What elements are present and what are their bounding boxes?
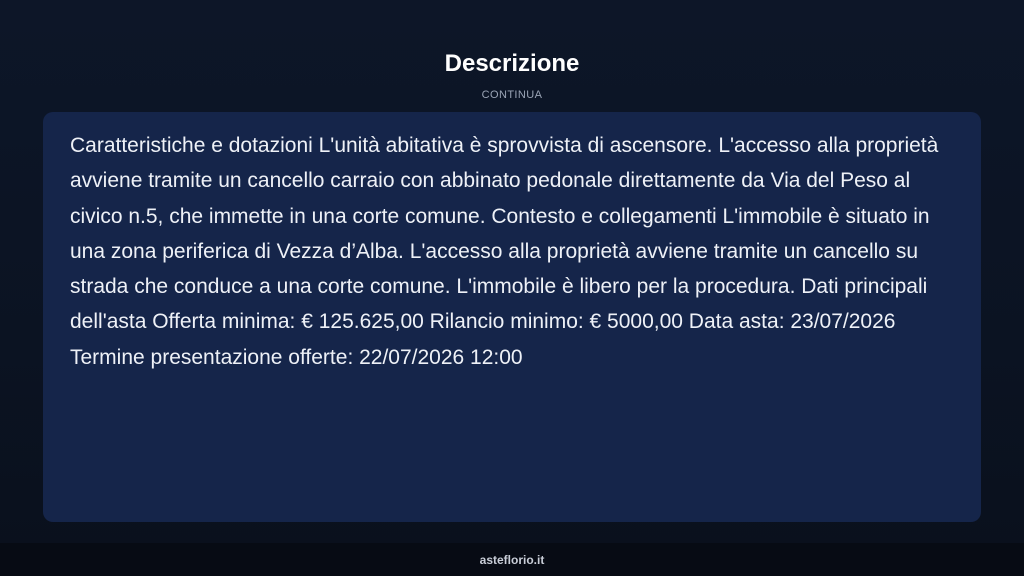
page-title: Descrizione	[444, 50, 580, 77]
footer-bar	[0, 543, 1024, 576]
continue-label: CONTINUA	[481, 89, 543, 101]
site-name: asteflorio.it	[479, 552, 545, 567]
description-card	[43, 112, 981, 522]
description-text: Caratteristiche e dotazioni L'unità abitativa è sprovvista di ascensore. L'accesso alla proprietà avviene tramite un cancello carraio con abbinato pedonale direttamente da Via del Peso al civico n.5, che immette in una corte comune. Contesto e collegamenti L'immobile è situato in una zona periferica di Vezza d’Alba. L'accesso alla proprietà avviene tramite un cancello su strada che conduce a una corte comune. L'immobile è libero per la procedura. Dati principali dell'asta Offerta minima: € 125.625,00 Rilancio minimo: € 5000,00 Data asta: 23/07/2026 Termine presentazione offerte: 22/07/2026 12:00	[70, 134, 939, 369]
slide-header	[0, 48, 1024, 102]
